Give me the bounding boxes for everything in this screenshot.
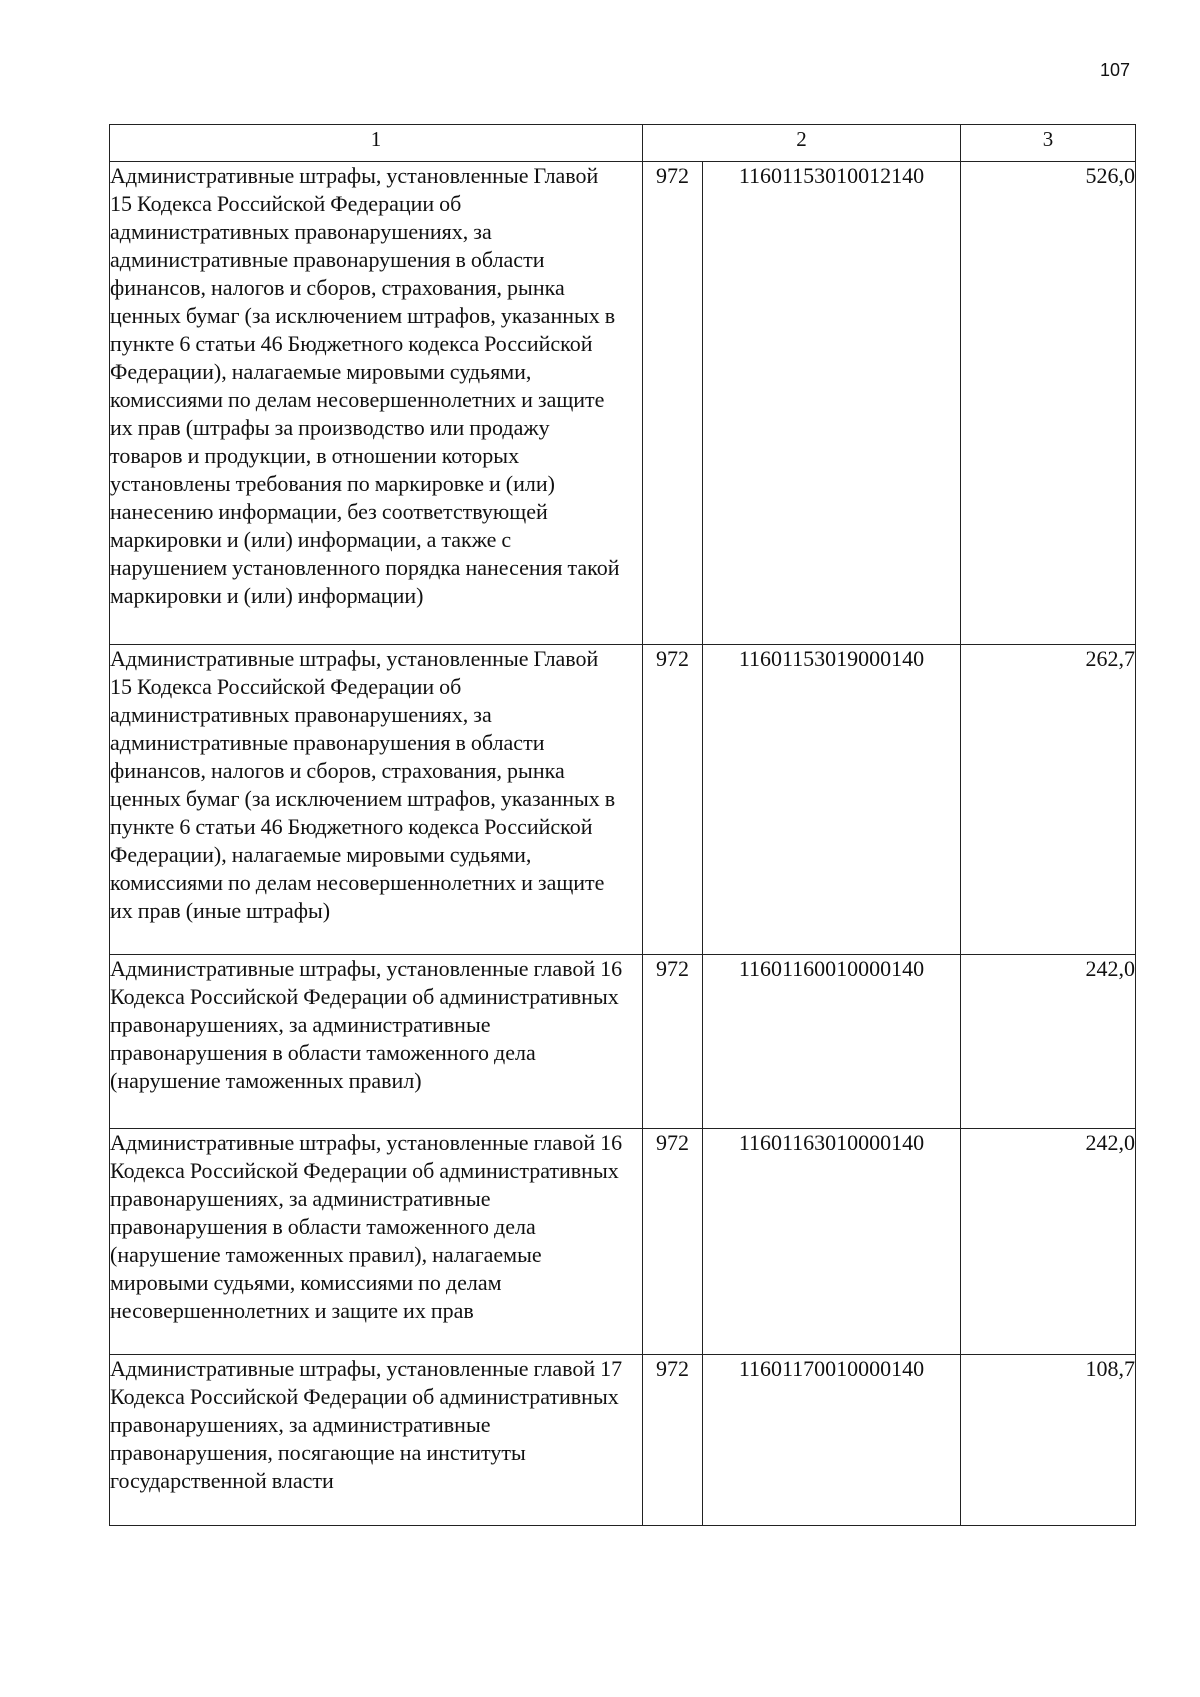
table-body bbox=[110, 162, 1136, 1526]
column-number-3: 3 bbox=[961, 125, 1136, 162]
description-line: правонарушениях, за административные bbox=[110, 1012, 491, 1037]
description-line: 15 Кодекса Российской Федерации об bbox=[110, 191, 462, 216]
description-line: установлены требования по маркировке и (или) bbox=[110, 471, 555, 496]
description-line: правонарушения в области таможенного дела bbox=[110, 1040, 536, 1065]
description-line: маркировки и (или) информации) bbox=[110, 583, 424, 608]
page-number: 107 bbox=[1100, 60, 1131, 80]
description-line: Кодекса Российской Федерации об административных bbox=[110, 1158, 619, 1183]
description-line: ценных бумаг (за исключением штрафов, указанных в bbox=[110, 786, 616, 811]
amount: 242,0 bbox=[961, 1129, 1136, 1355]
description-line: их прав (штрафы за производство или продажу bbox=[110, 415, 550, 440]
amount: 526,0 bbox=[961, 162, 1136, 645]
revenue-description bbox=[110, 162, 643, 645]
description-line: финансов, налогов и сборов, страхования, рынка bbox=[110, 275, 565, 300]
description-line: комиссиями по делам несовершеннолетних и защите bbox=[110, 870, 605, 895]
description-line: (нарушение таможенных правил) bbox=[110, 1068, 422, 1093]
description-line: правонарушения, посягающие на институты bbox=[110, 1440, 526, 1465]
column-number-2: 2 bbox=[643, 125, 961, 162]
table-row bbox=[110, 955, 1136, 1129]
description-line: 15 Кодекса Российской Федерации об bbox=[110, 674, 462, 699]
administrator-code: 972 bbox=[643, 1129, 703, 1355]
table-row bbox=[110, 1129, 1136, 1355]
administrator-code: 972 bbox=[643, 645, 703, 955]
description-line: Кодекса Российской Федерации об административных bbox=[110, 1384, 619, 1409]
revenue-description bbox=[110, 1129, 643, 1355]
amount: 262,7 bbox=[961, 645, 1136, 955]
description-line: Федерации), налагаемые мировыми судьями, bbox=[110, 359, 532, 384]
description-line: Кодекса Российской Федерации об административных bbox=[110, 984, 619, 1009]
description-line: несовершеннолетних и защите их прав bbox=[110, 1298, 474, 1323]
administrator-code: 972 bbox=[643, 955, 703, 1129]
description-line: Административные штрафы, установленные главой 16 bbox=[110, 1130, 623, 1155]
description-line: мировыми судьями, комиссиями по делам bbox=[110, 1270, 502, 1295]
budget-classification-code: 11601170010000140 bbox=[703, 1355, 961, 1526]
description-line: Административные штрафы, установленные главой 16 bbox=[110, 956, 623, 981]
revenue-description bbox=[110, 1355, 643, 1526]
description-line: маркировки и (или) информации, а также с bbox=[110, 527, 512, 552]
administrator-code: 972 bbox=[643, 1355, 703, 1526]
description-line: административных правонарушениях, за bbox=[110, 219, 492, 244]
budget-revenue-table bbox=[109, 124, 1136, 1526]
description-line: (нарушение таможенных правил), налагаемые bbox=[110, 1242, 542, 1267]
budget-classification-code: 11601160010000140 bbox=[703, 955, 961, 1129]
column-number-row bbox=[110, 125, 1136, 162]
description-line: правонарушениях, за административные bbox=[110, 1186, 491, 1211]
column-number-1: 1 bbox=[110, 125, 643, 162]
description-line: Федерации), налагаемые мировыми судьями, bbox=[110, 842, 532, 867]
budget-classification-code: 11601153019000140 bbox=[703, 645, 961, 955]
description-line: товаров и продукции, в отношении которых bbox=[110, 443, 520, 468]
description-line: Административные штрафы, установленные главой 17 bbox=[110, 1356, 623, 1381]
table-row bbox=[110, 1355, 1136, 1526]
description-line: государственной власти bbox=[110, 1468, 334, 1493]
description-line: правонарушения в области таможенного дела bbox=[110, 1214, 536, 1239]
revenue-description bbox=[110, 645, 643, 955]
description-line: административные правонарушения в области bbox=[110, 730, 545, 755]
amount: 242,0 bbox=[961, 955, 1136, 1129]
description-line: административных правонарушениях, за bbox=[110, 702, 492, 727]
revenue-description bbox=[110, 955, 643, 1129]
description-line: правонарушениях, за административные bbox=[110, 1412, 491, 1437]
description-line: комиссиями по делам несовершеннолетних и защите bbox=[110, 387, 605, 412]
description-line: административные правонарушения в области bbox=[110, 247, 545, 272]
description-line: Административные штрафы, установленные Главой bbox=[110, 163, 599, 188]
administrator-code: 972 bbox=[643, 162, 703, 645]
description-line: ценных бумаг (за исключением штрафов, указанных в bbox=[110, 303, 616, 328]
description-line: нарушением установленного порядка нанесения такой bbox=[110, 555, 620, 580]
description-line: их прав (иные штрафы) bbox=[110, 898, 331, 923]
description-line: Административные штрафы, установленные Главой bbox=[110, 646, 599, 671]
table-row bbox=[110, 162, 1136, 645]
description-line: пункте 6 статьи 46 Бюджетного кодекса Российской bbox=[110, 331, 593, 356]
description-line: финансов, налогов и сборов, страхования, рынка bbox=[110, 758, 565, 783]
budget-classification-code: 11601153010012140 bbox=[703, 162, 961, 645]
budget-classification-code: 11601163010000140 bbox=[703, 1129, 961, 1355]
description-line: пункте 6 статьи 46 Бюджетного кодекса Российской bbox=[110, 814, 593, 839]
table-row bbox=[110, 645, 1136, 955]
amount: 108,7 bbox=[961, 1355, 1136, 1526]
description-line: нанесению информации, без соответствующей bbox=[110, 499, 548, 524]
